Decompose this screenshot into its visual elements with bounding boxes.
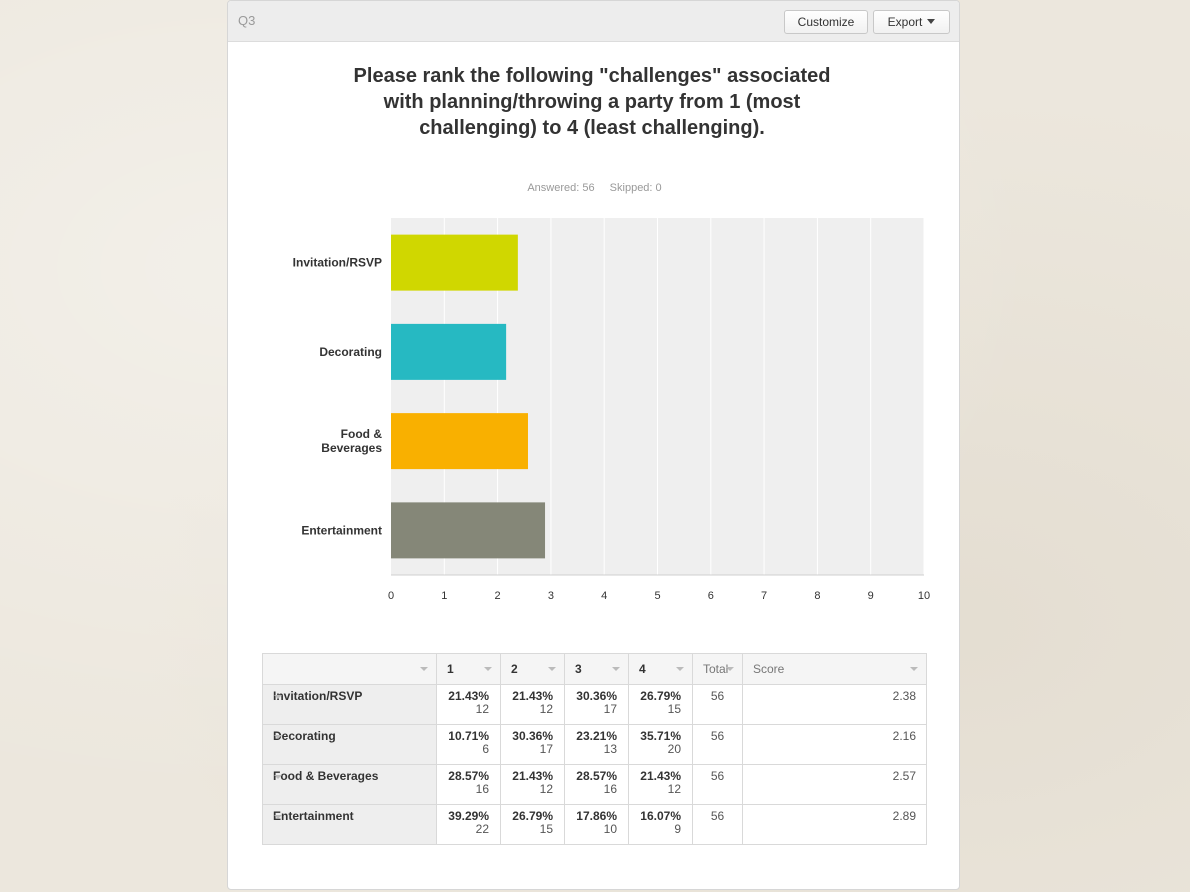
column-header-2[interactable]: 2 xyxy=(501,654,565,685)
response-summary xyxy=(228,182,960,194)
cell-rank-2: 30.36% 17 xyxy=(501,725,565,765)
cell-rank-3: 28.57% 16 xyxy=(565,765,629,805)
cell-rank-2: 21.43% 12 xyxy=(501,765,565,805)
cell-rank-3: 17.86% 10 xyxy=(565,805,629,845)
column-header-3[interactable]: 3 xyxy=(565,654,629,685)
cell-total: 56 xyxy=(693,805,743,845)
x-tick-label: 6 xyxy=(707,590,714,602)
cell-rank-4: 26.79% 15 xyxy=(629,685,693,725)
sort-arrow-icon xyxy=(612,667,620,671)
row-label: Decorating xyxy=(263,725,437,765)
skipped-count: Skipped: 0 xyxy=(609,182,662,194)
category-label: Decorating xyxy=(319,344,382,359)
row-label: Entertainment xyxy=(263,805,437,845)
x-tick-label: 0 xyxy=(387,590,395,602)
cell-total: 56 xyxy=(693,725,743,765)
row-label: Food & Beverages xyxy=(263,765,437,805)
column-header-4[interactable]: 4 xyxy=(629,654,693,685)
cell-total: 56 xyxy=(693,685,743,725)
sort-arrow-icon xyxy=(676,667,684,671)
cell-rank-1: 10.71% 6 xyxy=(437,725,501,765)
expand-arrow-icon[interactable] xyxy=(274,695,282,699)
cell-score: 2.16 xyxy=(743,725,927,765)
x-tick-label: 4 xyxy=(601,590,608,602)
cell-score: 2.57 xyxy=(743,765,927,805)
cell-rank-4: 21.43% 12 xyxy=(629,765,693,805)
table-row xyxy=(263,725,927,765)
x-tick-label: 8 xyxy=(814,590,821,602)
sort-arrow-icon xyxy=(910,667,918,671)
cell-total: 56 xyxy=(693,765,743,805)
bar xyxy=(391,413,528,469)
question-title: Please rank the following "challenges" associated with planning/throwing a party from 1 (most challenging) to 4 (least challenging). xyxy=(353,65,831,139)
cell-rank-2: 26.79% 15 xyxy=(501,805,565,845)
bar xyxy=(391,235,518,291)
sort-arrow-icon xyxy=(548,667,556,671)
chevron-down-icon xyxy=(927,19,935,24)
category-label: Food & xyxy=(340,427,382,442)
category-label: Entertainment xyxy=(301,523,382,538)
x-tick-label: 7 xyxy=(761,590,768,602)
row-label: Invitation/RSVP xyxy=(263,685,437,725)
expand-arrow-icon[interactable] xyxy=(274,775,282,779)
table-header-row xyxy=(263,654,927,685)
cell-rank-2: 21.43% 12 xyxy=(501,685,565,725)
category-label: Invitation/RSVP xyxy=(292,255,382,270)
sort-arrow-icon xyxy=(726,667,734,671)
bar-chart xyxy=(228,201,960,611)
cell-rank-4: 16.07% 9 xyxy=(629,805,693,845)
x-tick-label: 5 xyxy=(654,590,661,602)
x-tick-label: 2 xyxy=(494,590,501,602)
question-card xyxy=(227,0,960,890)
category-label: Beverages xyxy=(321,441,382,456)
cell-rank-1: 39.29% 22 xyxy=(437,805,501,845)
x-tick-label: 9 xyxy=(867,590,874,602)
expand-arrow-icon[interactable] xyxy=(274,815,282,819)
bar xyxy=(391,324,506,380)
cell-score: 2.89 xyxy=(743,805,927,845)
table-row xyxy=(263,765,927,805)
cell-rank-1: 28.57% 16 xyxy=(437,765,501,805)
x-tick-label: 3 xyxy=(547,590,554,602)
results-table xyxy=(262,653,927,845)
sort-arrow-icon xyxy=(420,667,428,671)
customize-button[interactable]: Customize xyxy=(784,10,868,34)
row-header-sort[interactable] xyxy=(263,654,437,685)
cell-rank-3: 23.21% 13 xyxy=(565,725,629,765)
answered-count: Answered: 56 xyxy=(527,182,595,194)
x-tick-label: 10 xyxy=(917,590,931,602)
cell-rank-1: 21.43% 12 xyxy=(437,685,501,725)
column-header-total[interactable]: Total xyxy=(693,654,743,685)
question-label: Q3 xyxy=(238,13,256,28)
column-header-score[interactable]: Score xyxy=(743,654,927,685)
card-header xyxy=(228,1,959,42)
x-tick-label: 1 xyxy=(441,590,448,602)
export-label: Export xyxy=(887,15,923,29)
cell-rank-3: 30.36% 17 xyxy=(565,685,629,725)
sort-arrow-icon xyxy=(484,667,492,671)
column-header-1[interactable]: 1 xyxy=(437,654,501,685)
table-row xyxy=(263,685,927,725)
bar xyxy=(391,502,545,558)
cell-score: 2.38 xyxy=(743,685,927,725)
expand-arrow-icon[interactable] xyxy=(274,735,282,739)
cell-rank-4: 35.71% 20 xyxy=(629,725,693,765)
export-button[interactable] xyxy=(873,10,950,34)
table-row xyxy=(263,805,927,845)
